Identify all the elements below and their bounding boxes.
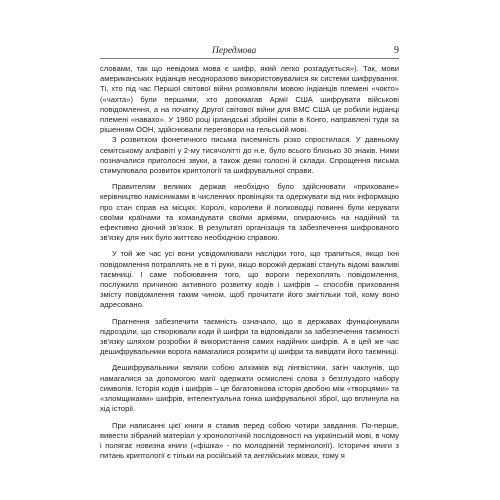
running-head-title: Передмова [212,46,257,56]
paragraph: З розвитком фонетичного письма писемність різко спростилася. У давньому семітському алфавіті у 2-му тисячолітті до н.е. було всього близько 30 знаків. Ними позначалися приголосні звуки, а також деякі голосні й склади. Спрощення письма стимулювало розвиток криптології та шифрувальної справи. [100,135,399,176]
paragraph: У той же час усі вони усвідомлювали наслідки того, що трапиться, якщо їхні повідомлення потраплять не в ті руки, якщо ворожій державі стануть відомі важливі таємниці. І саме побоювання того, що вороги перехоплять повідомлення, послужило причиною активного розвитку кодів і шифрів – способів приховання змісту повідомлення таким чином, щоб прочитати його змігтільки той, кому воно адресовано. [100,249,399,310]
paragraph: Прагнення забезпечити таємність означало, що в державах функціонували підрозділи, що створювали коди й шифри та відповідали за забезпечення таємності зв'язку шляхом розробки й використання самих надійних шифрів. А в цей же час дешифрувальники ворога намагалися розкрити ці шифри та вивідати його таємниці. [100,316,399,357]
paragraph: При написанні цієї книги я ставив перед собою чотири завдання. По-перше, вивести зібраний матеріал у хронологічній послідовності на українській мові, в чому і полягає новизна книги («фішка» - по молодіжній термінології). Історичні книги з питань криптології є тільки на російській та англійських мовах, тому я [100,420,399,461]
page-body-text [100,64,399,461]
paragraph: Дешифрувальники являли собою алхіміків від лінгвістики, загін чаклунів, що намагалися за допомогою магії одержати осмислені слова з безглуздого набору символів. Історія кодів і шифрів – це багатовікова історія двобою між «творцями» та «зломщиками» шифрів, інтелектуальна гонка шифрувальної зброї, що вплинула на хід історії. [100,363,399,414]
paragraph: Правителям великих держав необхідно було здійснювати «приховане» керівництво намісниками в численних провінціях та одержувати від них інформацію про стан справ на місцях. Королі, королеви й полководці повинні були керувати своїми країнами та командувати своїми арміями, опираючись на надійний та ефективно діючий зв'язок. В результаті організація та забезпечення шифрованого зв'язку для них було життєво необхідною справою. [100,182,399,243]
paragraph: словами, так що невідома мова є шифр, який легко розгадується»). Так, мови американських індіанців неодноразово використовувалися як системи шифрування. Ті, хто під час Першої світової війни розмовляли мовою індіанців племені «чокто» («чахта») були першими, хто допомагав Армії США шифрувати військові повідомлення, а на початку Другої світової війни для ВМС США це робили індіанці племені «навахо». У 1960 році ірландські збройні сили в Конго, направлені туди за рішенням ООН, здійснювали переговори на гельській мові. [100,64,399,135]
running-header [100,42,399,59]
page-number: 9 [394,45,399,56]
